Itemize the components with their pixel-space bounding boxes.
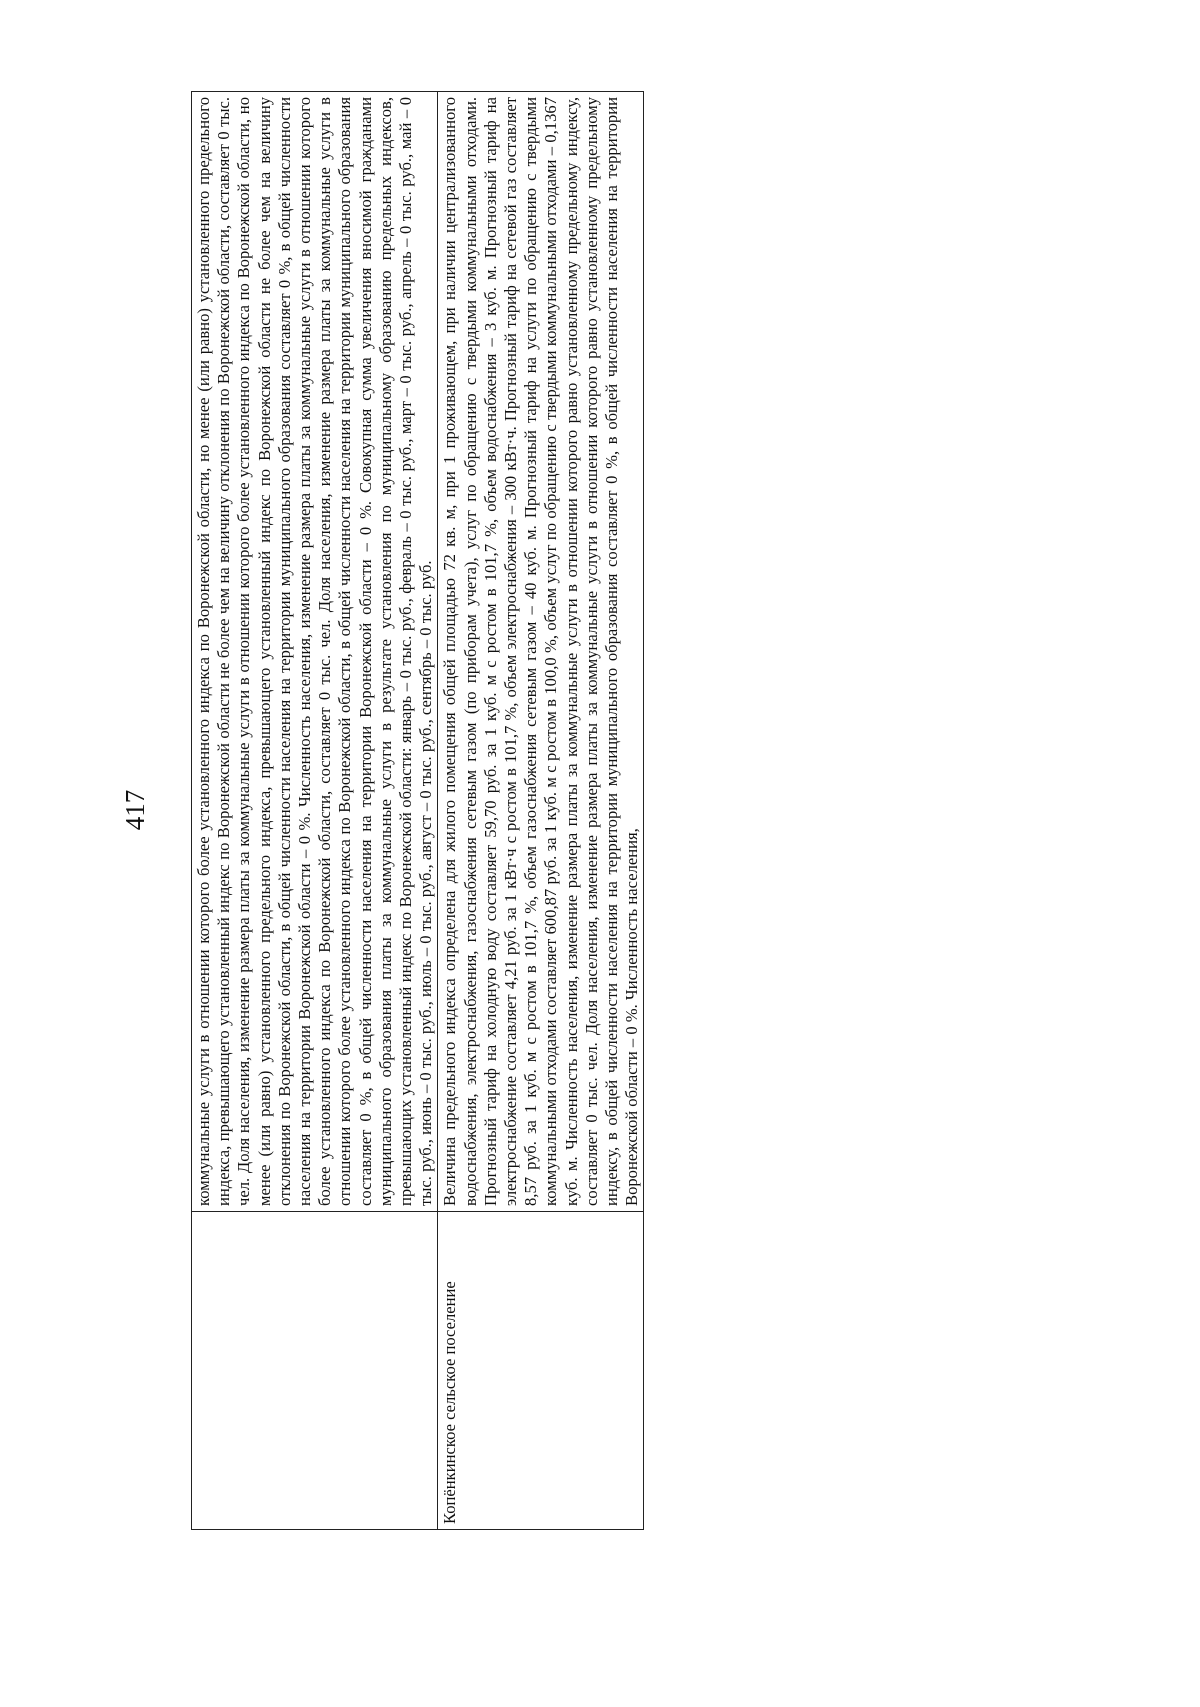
document-table (191, 91, 644, 1530)
rotated-page (95, 90, 1095, 1530)
description-cell: коммунальные услуги в отношении которого более установленного индекса по Воронежской области, но менее (или равно) установленного предельного индекса, превышающего установленный индекс по Воронежской области не более чем на величину отклонения по Воронежской области, составляет 0 тыс. чел. Доля населения, изменение размера платы за коммунальные услуги в отношении которого более установленного индекса по Воронежской области, но менее (или равно) установленного предельного индекса, превышающего установленный индекс по Воронежской области не более чем на величину отклонения по Воронежской области, в общей численности населения на территории муниципального образования составляет 0 %, в общей численности населения на территории Воронежской области – 0 %. Численность населения, изменение размера платы за коммунальные услуги в отношении которого более установленного индекса по Воронежской области, составляет 0 тыс. чел. Доля населения, изменение размера платы за коммунальные услуги в отношении которого более установленного индекса по Воронежской области, в общей численности населения на территории муниципального образования составляет 0 %, в общей численности населения на территории Воронежской области – 0 %. Совокупная сумма увеличения вносимой гражданами муниципального образования платы за коммунальные услуги в результате установления по муниципальному образованию предельных индексов, превышающих установленный индекс по Воронежской области: январь – 0 тыс. руб., февраль – 0 тыс. руб., март – 0 тыс. руб., апрель – 0 тыс. руб., май – 0 тыс. руб., июнь – 0 тыс. руб., июль – 0 тыс. руб., август – 0 тыс. руб., сентябрь – 0 тыс. руб. (192, 92, 438, 1212)
settlement-name-cell (192, 1212, 438, 1530)
page-number: 417 (120, 789, 150, 831)
table-row (192, 92, 438, 1530)
settlement-name-cell: Копёнкинское сельское поселение (438, 1212, 644, 1530)
description-cell: Величина предельного индекса определена для жилого помещения общей площадью 72 кв. м, при 1 проживающем, при наличии централизованного водоснабжения, электроснабжения, газоснабжения сетевым газом (по приборам учета), услуг по обращению с твердыми коммунальными отходами. Прогнозный тариф на холодную воду составляет 59,70 руб. за 1 куб. м с ростом в 101,7 %, объем водоснабжения – 3 куб. м. Прогнозный тариф на электроснабжение составляет 4,21 руб. за 1 кВт·ч с ростом в 101,7 %, объем электроснабжения – 300 кВт·ч. Прогнозный тариф на сетевой газ составляет 8,57 руб. за 1 куб. м с ростом в 101,7 %, объем газоснабжения сетевым газом – 40 куб. м. Прогнозный тариф на услуги по обращению с твердыми коммунальными отходами составляет 600,87 руб. за 1 куб. м с ростом в 100,0 %, объем услуг по обращению с твердыми коммунальными отходами – 0,1367 куб. м. Численность населения, изменение размера платы за коммунальные услуги в отношении которого равно установленному предельному индексу, составляет 0 тыс. чел. Доля населения, изменение размера платы за коммунальные услуги в отношении которого равно установленному предельному индексу, в общей численности населения на территории муниципального образования составляет 0 %, в общей численности населения на территории Воронежской области – 0 %. Численность населения, (438, 92, 644, 1212)
table-row (438, 92, 644, 1530)
